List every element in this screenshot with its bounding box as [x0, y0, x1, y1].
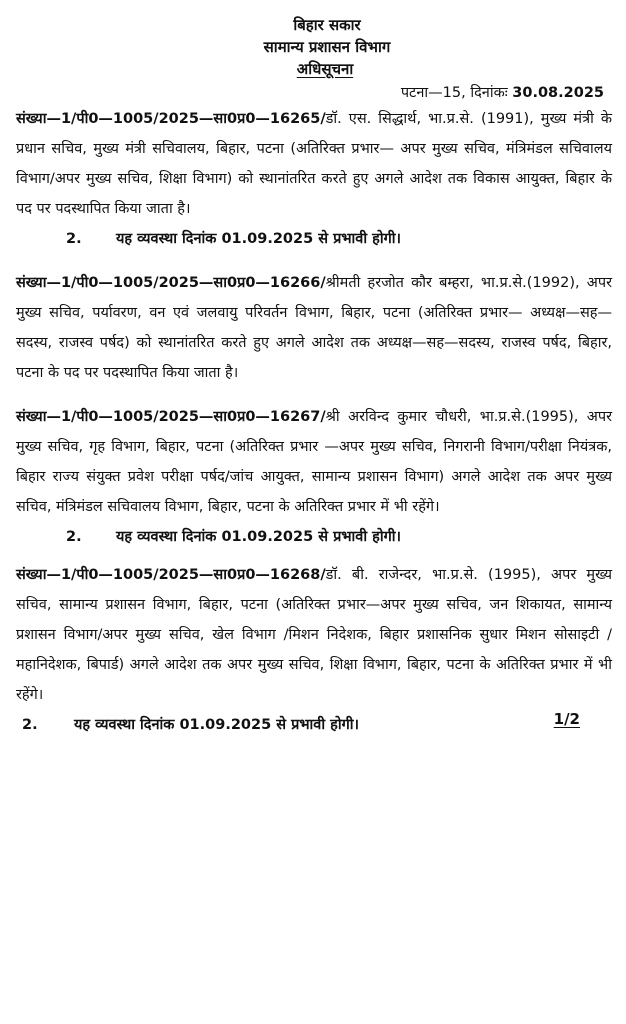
effective-line-1 — [16, 224, 612, 254]
department-title: सामान्य प्रशासन विभाग — [263, 38, 391, 56]
order-paragraph-2 — [16, 268, 612, 388]
effective-text: यह व्यवस्था दिनांक 01.09.2025 से प्रभावी होगी। — [116, 529, 402, 545]
document-header — [16, 14, 612, 80]
order-paragraph-3 — [16, 402, 612, 522]
effective-text: यह व्यवस्था दिनांक 01.09.2025 से प्रभावी होगी। — [74, 717, 360, 733]
order-text: श्री अरविन्द कुमार चौधरी, भा.प्र.से.(1995), अपर मुख्य सचिव, गृह विभाग, बिहार, पटना (अतिरिक्त प्रभार —अपर मुख्य सचिव, निगरानी विभाग/परीक्षा नियंत्रक, बिहार राज्य संयुक्त प्रवेश परीक्षा पर्षद/जांच आयुक्त, सामान्य प्रशासन विभाग) अगले आदेश तक अपर मुख्य सचिव, मंत्रिमंडल सचिवालय विभाग, बिहार, पटना के अतिरिक्त प्रभार में भी रहेंगे। — [16, 409, 612, 515]
clause-number: 2. — [22, 717, 38, 733]
effective-line-3 — [16, 522, 612, 552]
effective-line-4 — [16, 710, 612, 740]
order-ref-number: संख्या—1/पी0—1005/2025—सा0प्र0—16268/ — [16, 567, 326, 583]
order-text: डॉ. एस. सिद्धार्थ, भा.प्र.से. (1991), मुख्य मंत्री के प्रधान सचिव, मुख्य मंत्री सचिवालय, बिहार, पटना (अतिरिक्त प्रभार— अपर मुख्य सचिव, मंत्रिमंडल सचिवालय विभाग/अपर मुख्य सचिव, शिक्षा विभाग) को स्थानांतरित करते हुए अगले आदेश तक विकास आयुक्त, बिहार के पद पर पदस्थापित किया जाता है। — [16, 111, 612, 217]
place-prefix: पटना—15, दिनांकः — [400, 85, 508, 101]
order-paragraph-1 — [16, 104, 612, 224]
clause-number: 2. — [66, 529, 82, 545]
notification-date: 30.08.2025 — [512, 85, 604, 101]
clause-number: 2. — [66, 231, 82, 247]
order-text: डॉ. बी. राजेन्दर, भा.प्र.से. (1995), अपर मुख्य सचिव, सामान्य प्रशासन विभाग, बिहार, पटना (अतिरिक्त प्रभार—अपर मुख्य सचिव, जन शिकायत, सामान्य प्रशासन विभाग/अपर मुख्य सचिव, खेल विभाग /मिशन निदेशक, बिहार प्रशासनिक सुधार मिशन सोसाइटी /महानिदेशक, बिपार्ड) अगले आदेश तक अपर मुख्य सचिव, शिक्षा विभाग, बिहार, पटना के अतिरिक्त प्रभार में भी रहेंगे। — [16, 567, 612, 703]
government-title: बिहार सकार — [293, 16, 361, 34]
order-ref-number: संख्या—1/पी0—1005/2025—सा0प्र0—16266/ — [16, 275, 326, 291]
place-date-line — [16, 82, 612, 104]
order-ref-number: संख्या—1/पी0—1005/2025—सा0प्र0—16265/ — [16, 111, 326, 127]
effective-text: यह व्यवस्था दिनांक 01.09.2025 से प्रभावी होगी। — [116, 231, 402, 247]
order-paragraph-4 — [16, 560, 612, 710]
notification-heading: अधिसूचना — [296, 60, 354, 78]
page-number: 1/2 — [553, 710, 580, 728]
order-text: श्रीमती हरजोत कौर बम्हरा, भा.प्र.से.(1992), अपर मुख्य सचिव, पर्यावरण, वन एवं जलवायु परिवर्तन विभाग, बिहार, पटना (अतिरिक्त प्रभार— अध्यक्ष—सह—सदस्य, राजस्व पर्षद) को स्थानांतरित करते हुए अगले आदेश तक अध्यक्ष—सह—सदस्य, राजस्व पर्षद, बिहार, पटना के पद पर पदस्थापित किया जाता है। — [16, 275, 612, 381]
order-ref-number: संख्या—1/पी0—1005/2025—सा0प्र0—16267/ — [16, 409, 326, 425]
